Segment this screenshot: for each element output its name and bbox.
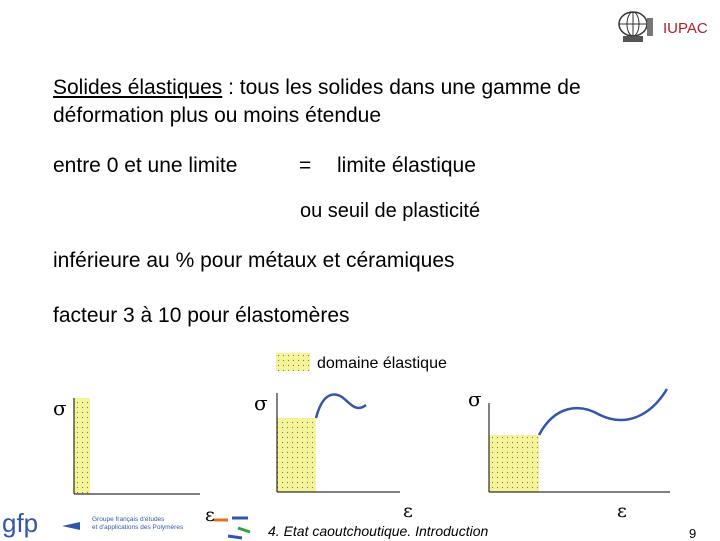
graph-elastomer <box>485 385 685 497</box>
gfp-logo-name: gfp <box>2 508 39 538</box>
limit-equals: = <box>299 154 312 177</box>
graph-partial-elastic-zone <box>277 418 316 492</box>
graph-metal <box>60 390 210 500</box>
gfp-logo <box>0 508 268 540</box>
gfp-logo-subtitle-2: et d'applications des Polymères <box>92 524 184 531</box>
graph-elastomer-elastic-zone <box>489 435 539 492</box>
page-number: 9 <box>689 526 697 541</box>
graph-metal-y-label: σ <box>53 396 67 420</box>
graph-elastomer-y-label: σ <box>468 387 482 411</box>
definition-line-2: déformation plus ou moins étendue <box>53 104 382 127</box>
limit-alt: ou seuil de plasticité <box>300 200 481 222</box>
graph-partial-y-label: σ <box>254 391 268 415</box>
gfp-logo-subtitle-1: Groupe français d'études <box>92 516 165 523</box>
footer-title: 4. Etat caoutchoutique. Introduction <box>268 523 489 539</box>
legend-swatch <box>276 353 310 371</box>
metals-line: inférieure au % pour métaux et céramiques <box>53 249 455 272</box>
graph-partial <box>270 385 410 497</box>
graph-metal-x-label: ε <box>205 504 215 526</box>
limit-label: limite élastique <box>337 154 476 177</box>
definition-line-1 <box>53 74 581 102</box>
graph-elastomer-curve <box>539 389 667 435</box>
definition-term: Solides élastiques <box>53 76 223 99</box>
graph-partial-x-label: ε <box>403 500 413 522</box>
limit-prefix: entre 0 et une limite <box>53 154 238 177</box>
iupac-brand: IUPAC <box>663 20 708 37</box>
graph-elastomer-x-label: ε <box>617 500 627 522</box>
graph-partial-curve <box>316 395 366 418</box>
iupac-globe-icon <box>611 8 659 46</box>
definition-rest: : tous les solides dans une gamme de <box>222 76 581 99</box>
elastomers-line: facteur 3 à 10 pour élastomères <box>53 304 350 327</box>
legend-label: domaine élastique <box>317 355 447 372</box>
graph-metal-elastic-zone <box>74 398 90 494</box>
